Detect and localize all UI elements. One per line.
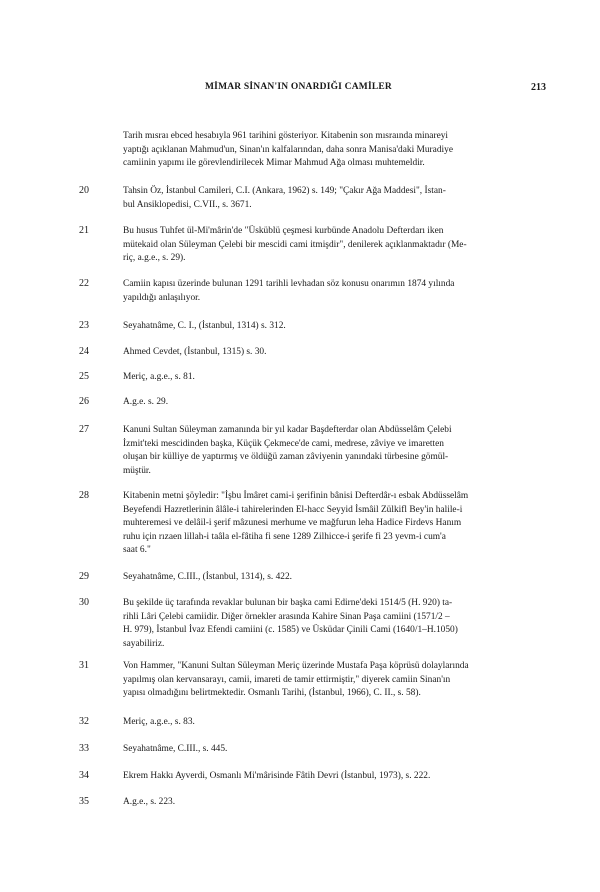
text-line: camiinin yapımı ile görevlendirilecek Mimar Mahmud Ağa olması muhtemeldir. [123,158,425,169]
text-line: Ekrem Hakkı Ayverdi, Osmanlı Mi'mârisinde Fâtih Devri (İstanbul, 1973), s. 222. [123,771,431,781]
text-line: riç, a.g.e., s. 29). [123,253,186,264]
text-line: yapılmış olan kervansarayı, camii, imareti de tamir ettirmiştir," diyerek camiin Sinan'ın [123,674,451,685]
footnote-text [123,185,531,212]
footnote-text [123,716,531,730]
text-line: yapısı olmadığını belirtmektedir. Osmanlı Tarihi, (İstanbul, 1966), C. II., s. 58). [123,688,421,699]
footnote-text [123,660,531,701]
footnote-number: 31 [79,660,89,671]
text-line: Kitabenin metni şöyledir: "İşbu İmâret cami-i şerifinin bânisi Defterdâr-ı esbak Abdüsselâm [123,491,469,501]
footnote-text [123,371,531,385]
text-line: ruhu için rızaen lillah-i taâla el-fâtiha fi sene 1289 Zilhicce-i şerife fi 23 yevm-i cum'a [123,531,446,542]
text-line: Beyefendi Hazretlerinin âlâle-i tahirelerinden El-hacc Seyyid İsmâil Zülkifl Bey'in halile-i [123,504,463,515]
text-line: İzmit'teki mescidinden başka, Küçük Çekmece'de cami, medrese, zâviye ve imaretten [123,438,444,449]
text-line: Seyahatnâme, C.III., s. 445. [123,744,228,754]
footnote-text [123,346,531,360]
footnote-number: 25 [79,371,89,382]
running-title: MİMAR SİNAN'IN ONARDIĞI CAMİLER [205,82,392,92]
text-line: A.g.e. s. 29. [123,397,169,407]
footnote-text [123,424,531,478]
text-line: Camiin kapısı üzerinde bulunan 1291 tarihli levhadan söz konusu onarımın 1874 yılında [123,279,455,289]
footnote-number: 20 [79,185,89,196]
text-line: Meriç, a.g.e., s. 81. [123,372,195,382]
text-line: muhteremesi ve delâil-i şerif mâzunesi merhume ve mağfurun leha Hadice Firdevs Hanım [123,518,462,529]
text-line: Von Hammer, "Kanuni Sultan Süleyman Meriç üzerinde Mustafa Paşa köprüsü dolaylarında [123,661,469,671]
text-line: A.g.e., s. 223. [123,797,176,807]
page-number: 213 [531,82,546,93]
text-line: Meriç, a.g.e., s. 83. [123,717,195,727]
text-line: rihli Lâri Çelebi camiidir. Diğer örnekler arasında Kahire Sinan Paşa camiini (1571/2 – [123,611,450,622]
text-line: sayabiliriz. [123,638,165,649]
footnote-text [123,597,531,651]
footnote-number: 21 [79,225,89,236]
footnote-text [123,396,531,410]
footnote-number: 27 [79,424,89,435]
text-line: H. 979), İstanbul İvaz Efendi camiini (c. 1585) ve Üsküdar Çinili Cami (1640/1–H.1050) [123,625,458,636]
footnote-number: 26 [79,396,89,407]
footnote-text [123,225,531,266]
text-line: bul Ansiklopedisi, C.VII., s. 3671. [123,199,252,210]
text-line: Bu husus Tuhfet ül-Mi'mârin'de "Üsküblü çeşmesi kurbünde Anadolu Defterdarı iken [123,226,444,236]
text-line: Seyahatnâme, C. I., (İstanbul, 1314) s. 312. [123,321,286,331]
footnote-text [123,571,531,585]
text-line: Bu şekilde üç tarafında revaklar bulunan bir başka cami Edirne'deki 1514/5 (H. 920) ta- [123,598,453,608]
footnote-text [123,130,531,171]
footnote-number: 30 [79,597,89,608]
text-line: yaptığı açıklanan Mahmud'un, Sinan'ın kalfalarından, daha sonra Manisa'daki Muradiye [123,144,453,155]
footnote-text [123,320,531,334]
footnote-text [123,796,531,810]
page-header [0,82,600,98]
text-line: Ahmed Cevdet, (İstanbul, 1315) s. 30. [123,347,267,357]
text-line: müştür. [123,465,151,476]
text-line: oluşan bir külliye de yaptırmış ve öldüğü zaman zâviyenin yanındaki türbesine gömül- [123,452,449,463]
footnote-number: 28 [79,490,89,501]
footnote-number: 32 [79,716,89,727]
text-line: saat 6." [123,545,151,556]
footnote-number: 35 [79,796,89,807]
text-line: Tahsin Öz, İstanbul Camileri, C.I. (Ankara, 1962) s. 149; "Çakır Ağa Maddesi", İstan- [123,186,446,196]
text-line: mütekaid olan Süleyman Çelebi bir mescidi cami itmişdir", denilerek açıklanmaktadır (Me- [123,239,467,250]
footnote-number: 29 [79,571,89,582]
footnote-number: 24 [79,346,89,357]
text-line: Seyahatnâme, C.III., (İstanbul, 1314), s. 422. [123,572,292,582]
footnote-text [123,490,531,558]
text-line: Tarih mısraı ebced hesabıyla 961 tarihini gösteriyor. Kitabenin son mısraında minareyi [123,131,449,141]
footnote-number: 22 [79,278,89,289]
footnote-text [123,770,531,784]
footnote-number: 23 [79,320,89,331]
text-line: Kanuni Sultan Süleyman zamanında bir yıl kadar Başdefterdar olan Abdüsselâm Çelebi [123,425,452,435]
footnote-text [123,743,531,757]
text-line: yapıldığı anlaşılıyor. [123,292,201,303]
footnote-text [123,278,531,305]
footnote-number: 34 [79,770,89,781]
footnote-number: 33 [79,743,89,754]
